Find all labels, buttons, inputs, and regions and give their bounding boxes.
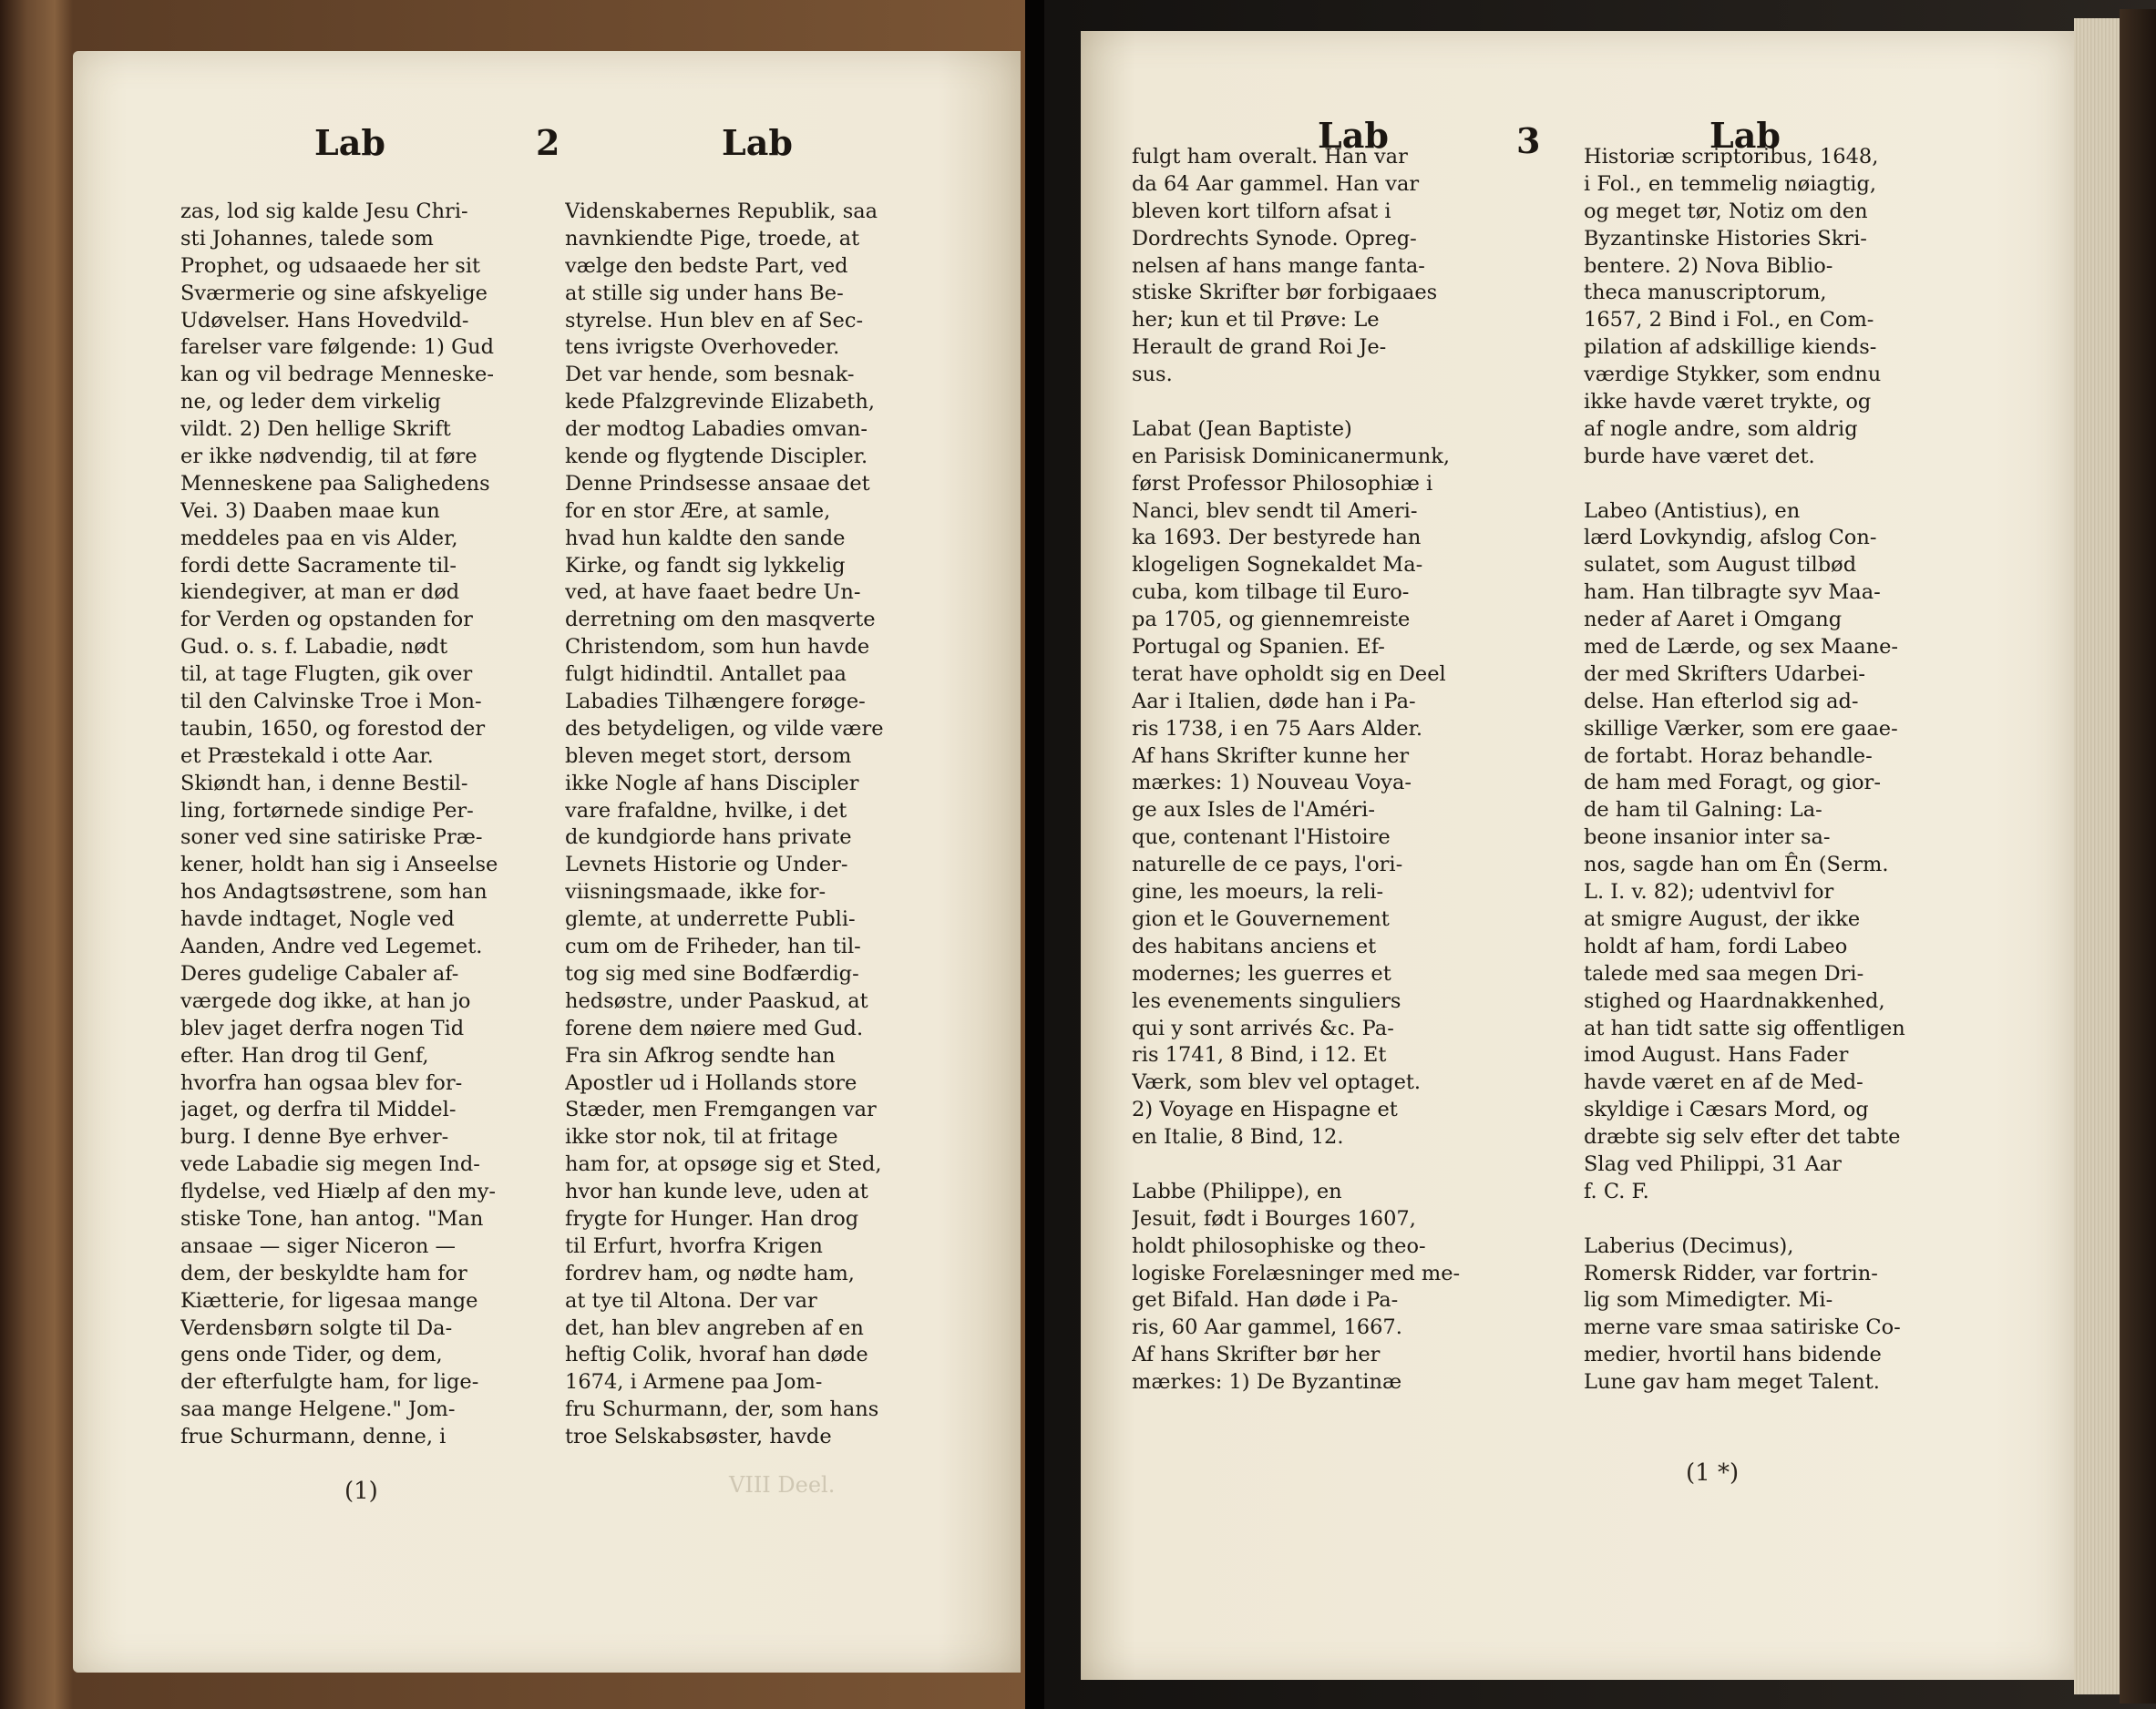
- text-line: taubin, 1650, og forestod der: [180, 716, 486, 741]
- left-page-column-1: [180, 199, 581, 1451]
- text-line: terat have opholdt sig en Deel: [1132, 661, 1446, 686]
- text-line: jaget, og derfra til Middel-: [180, 1098, 457, 1122]
- text-line: farelser vare følgende: 1) Gud: [180, 335, 494, 360]
- right-page-number: 3: [1516, 120, 1541, 161]
- text-line: Nanci, blev sendt til Ameri-: [1132, 498, 1418, 523]
- text-line: Christendom, som hun havde: [565, 635, 870, 660]
- text-line: kende og flygtende Discipler.: [565, 445, 868, 469]
- text-line: der efterfulgte ham, for lige-: [180, 1370, 479, 1395]
- text-line: mærkes: 1) De Byzantinæ: [1132, 1370, 1402, 1395]
- text-line: ka 1693. Der bestyrede han: [1132, 526, 1422, 550]
- text-line: de kundgiorde hans private: [565, 825, 852, 850]
- text-line: soner ved sine satiriske Præ-: [180, 825, 483, 850]
- text-line: Deres gudelige Cabaler af-: [180, 961, 459, 986]
- text-line: Stæder, men Fremgangen var: [565, 1098, 877, 1122]
- text-line: les evenements singuliers: [1132, 988, 1401, 1013]
- text-line: heftig Colik, hvoraf han døde: [565, 1343, 868, 1367]
- text-line: mærkes: 1) Nouveau Voya-: [1132, 771, 1412, 795]
- text-line: Aanden, Andre ved Legemet.: [180, 935, 483, 959]
- text-line: hvad hun kaldte den sande: [565, 526, 846, 550]
- text-line: for Verden og opstanden for: [180, 608, 473, 632]
- text-line: at han tidt satte sig offentligen: [1584, 1016, 1905, 1040]
- right-header-keyword-left: Lab: [1318, 115, 1389, 156]
- text-line: lig som Mimedigter. Mi-: [1584, 1288, 1833, 1313]
- text-line: Skiøndt han, i denne Bestil-: [180, 771, 468, 795]
- text-line: hos Andagtsøstrene, som han: [180, 880, 488, 905]
- text-line: bentere. 2) Nova Biblio-: [1584, 253, 1833, 278]
- text-line: Labadies Tilhængere forøge-: [565, 690, 866, 714]
- right-page-column-1: [1132, 144, 1587, 1397]
- text-line: der med Skrifters Udarbei-: [1584, 661, 1866, 686]
- text-line: Jesuit, født i Bourges 1607,: [1132, 1206, 1416, 1231]
- text-line: burde have været det.: [1584, 444, 1815, 468]
- text-line: nos, sagde han om Ên (Serm.: [1584, 853, 1889, 877]
- text-line: havde været en af de Med-: [1584, 1070, 1863, 1095]
- left-header-keyword-right: Lab: [722, 122, 793, 163]
- left-book-page: [73, 51, 1021, 1673]
- text-line: værgede dog ikke, at han jo: [180, 988, 471, 1013]
- text-line: get Bifald. Han døde i Pa-: [1132, 1288, 1399, 1313]
- text-line: Sværmerie og sine afskyelige: [180, 281, 488, 305]
- text-line: zas, lod sig kalde Jesu Chri-: [180, 200, 468, 223]
- text-line: styrelse. Hun blev en af Sec-: [565, 308, 864, 333]
- left-page-signature: (1): [344, 1478, 378, 1505]
- text-line: des habitans anciens et: [1132, 934, 1377, 958]
- text-line: stighed og Haardnakkenhed,: [1584, 988, 1885, 1013]
- text-line: Kirke, og fandt sig lykkelig: [565, 553, 846, 578]
- text-line: meddeles paa en vis Alder,: [180, 526, 458, 550]
- text-line: flydelse, ved Hiælp af den my-: [180, 1180, 497, 1204]
- text-line: det, han blev angreben af en: [565, 1315, 864, 1340]
- text-line: vildt. 2) Den hellige Skrift: [180, 417, 451, 442]
- text-line: cum om de Friheder, han til-: [565, 935, 861, 959]
- text-line: bleven kort tilforn afsat i: [1132, 199, 1391, 223]
- text-line: ikke stor nok, til at fritage: [565, 1125, 838, 1150]
- text-line: Apostler ud i Hollands store: [565, 1070, 857, 1095]
- text-line: Værk, som blev vel optaget.: [1132, 1070, 1422, 1095]
- text-line: at stille sig under hans Be-: [565, 281, 844, 305]
- text-line: burg. I denne Bye erhver-: [180, 1125, 449, 1150]
- text-line: blev jaget derfra nogen Tid: [180, 1016, 465, 1040]
- text-line: bleven meget stort, dersom: [565, 743, 852, 768]
- text-line: Denne Prindsesse ansaae det: [565, 471, 870, 496]
- text-line: Prophet, og udsaaede her sit: [180, 253, 481, 278]
- text-line: til, at tage Flugten, gik over: [180, 662, 473, 687]
- text-line: forene dem nøiere med Gud.: [565, 1016, 864, 1040]
- text-line: Slag ved Philippi, 31 Aar: [1584, 1151, 1842, 1176]
- text-line: kan og vil bedrage Menneske-: [180, 363, 494, 387]
- text-line: fordrev ham, og nødte ham,: [565, 1261, 855, 1285]
- text-line: Historiæ scriptoribus, 1648,: [1584, 145, 1879, 169]
- text-line: at smigre August, der ikke: [1584, 906, 1861, 931]
- text-line: Verdensbørn solgte til Da-: [180, 1315, 453, 1340]
- text-line: Laberius (Decimus),: [1584, 1233, 1794, 1258]
- text-line: 1674, i Armene paa Jom-: [565, 1370, 823, 1395]
- text-line: er ikke nødvendig, til at føre: [180, 445, 477, 469]
- text-line: fulgt hidindtil. Antallet paa: [565, 662, 847, 687]
- text-line: fru Schurmann, der, som hans: [565, 1397, 879, 1422]
- text-line: talede med saa megen Dri-: [1584, 961, 1864, 986]
- text-line: dem, der beskyldte ham for: [180, 1261, 467, 1285]
- text-line: ris 1741, 8 Bind, i 12. Et: [1132, 1043, 1387, 1068]
- text-line: ris 1738, i en 75 Aars Alder.: [1132, 716, 1423, 741]
- text-line: viisningsmaade, ikke for-: [565, 880, 826, 905]
- text-line: fulgt ham overalt. Han var: [1132, 145, 1408, 169]
- text-line: medier, hvortil hans bidende: [1584, 1343, 1882, 1367]
- text-line: cuba, kom tilbage til Euro-: [1132, 580, 1410, 605]
- text-line: ris, 60 Aar gammel, 1667.: [1132, 1315, 1402, 1340]
- text-line: at tye til Altona. Der var: [565, 1288, 817, 1313]
- text-line: ikke havde været trykte, og: [1584, 390, 1872, 414]
- text-line: med de Lærde, og sex Maane-: [1584, 635, 1899, 660]
- right-page-signature: (1 *): [1686, 1459, 1740, 1487]
- text-line: Udøvelser. Hans Hovedvild-: [180, 308, 469, 333]
- text-line: glemte, at underrette Publi-: [565, 907, 856, 932]
- text-line: først Professor Philosophiæ i: [1132, 471, 1433, 496]
- text-line: pa 1705, og giennemreiste: [1132, 608, 1411, 632]
- text-line: gine, les moeurs, la reli-: [1132, 880, 1384, 905]
- book-cover-edge: [2120, 9, 2156, 1704]
- text-line: Portugal og Spanien. Ef-: [1132, 635, 1385, 660]
- text-line: ved, at have faaet bedre Un-: [565, 580, 861, 605]
- text-line: Aar i Italien, døde han i Pa-: [1132, 689, 1416, 713]
- text-line: theca manuscriptorum,: [1584, 281, 1827, 305]
- paragraph-gap: [1132, 389, 1587, 416]
- text-line: og meget tør, Notiz om den: [1584, 199, 1868, 223]
- right-photo-panel: [1044, 0, 2156, 1709]
- left-page-number: 2: [536, 122, 560, 163]
- text-line: Videnskabernes Republik, saa: [565, 200, 878, 223]
- text-line: kiendegiver, at man er død: [180, 580, 460, 605]
- right-book-page: [1081, 31, 2074, 1680]
- left-header-keyword-left: Lab: [314, 122, 385, 163]
- text-line: 2) Voyage en Hispagne et: [1132, 1098, 1398, 1122]
- paragraph-gap: [1584, 471, 2039, 498]
- text-line: ge aux Isles de l'Améri-: [1132, 798, 1375, 823]
- text-line: vede Labadie sig megen Ind-: [180, 1152, 480, 1177]
- text-line: ansaae — siger Niceron —: [180, 1233, 457, 1258]
- text-line: nelsen af hans mange fanta-: [1132, 253, 1425, 278]
- text-line: L. I. v. 82); udentvivl for: [1584, 880, 1834, 905]
- text-line: ikke Nogle af hans Discipler: [565, 771, 859, 795]
- text-line: kede Pfalzgrevinde Elizabeth,: [565, 390, 875, 414]
- text-line: modernes; les guerres et: [1132, 961, 1391, 986]
- text-line: ham for, at opsøge sig et Sted,: [565, 1152, 882, 1177]
- text-line: Det var hende, som besnak-: [565, 363, 855, 387]
- text-line: Gud. o. s. f. Labadie, nødt: [180, 635, 448, 660]
- text-line: de ham med Foragt, og gior-: [1584, 771, 1881, 795]
- text-line: navnkiendte Pige, troede, at: [565, 226, 860, 251]
- text-line: ling, fortørnede sindige Per-: [180, 798, 474, 823]
- text-line: Fra sin Afkrog sendte han: [565, 1043, 836, 1068]
- text-line: dræbte sig selv efter det tabte: [1584, 1125, 1901, 1150]
- left-page-column-2: [565, 199, 993, 1451]
- text-line: frue Schurmann, denne, i: [180, 1425, 447, 1449]
- text-line: tog sig med sine Bodfærdig-: [565, 961, 859, 986]
- left-page-header: [73, 122, 1021, 186]
- text-line: en Parisisk Dominicanermunk,: [1132, 444, 1451, 468]
- text-line: der modtog Labadies omvan-: [565, 417, 868, 442]
- text-line: klogeligen Sognekaldet Ma-: [1132, 553, 1423, 578]
- text-line: naturelle de ce pays, l'ori-: [1132, 853, 1403, 877]
- text-line: Menneskene paa Salighedens: [180, 471, 490, 496]
- text-line: de fortabt. Horaz behandle-: [1584, 743, 1873, 768]
- text-line: merne vare smaa satiriske Co-: [1584, 1315, 1901, 1340]
- text-line: til den Calvinske Troe i Mon-: [180, 690, 482, 714]
- text-line: que, contenant l'Histoire: [1132, 825, 1391, 850]
- text-line: imod August. Hans Fader: [1584, 1043, 1849, 1068]
- paragraph-gap: [1132, 1151, 1587, 1179]
- text-line: ham. Han tilbragte syv Maa-: [1584, 580, 1881, 605]
- text-line: da 64 Aar gammel. Han var: [1132, 171, 1420, 196]
- text-line: hvor han kunde leve, uden at: [565, 1180, 868, 1204]
- text-line: havde indtaget, Nogle ved: [180, 907, 455, 932]
- text-line: en Italie, 8 Bind, 12.: [1132, 1125, 1344, 1150]
- text-line: Af hans Skrifter kunne her: [1132, 743, 1410, 768]
- text-line: et Præstekald i otte Aar.: [180, 743, 434, 768]
- text-line: hedsøstre, under Paaskud, at: [565, 988, 868, 1013]
- text-line: Labbe (Philippe), en: [1132, 1179, 1342, 1203]
- text-line: her; kun et til Prøve: Le: [1132, 308, 1380, 333]
- text-line: Dordrechts Synode. Opreg-: [1132, 226, 1417, 251]
- right-page-column-2: [1584, 144, 2039, 1397]
- text-line: frygte for Hunger. Han drog: [565, 1206, 859, 1231]
- text-line: sus.: [1132, 363, 1173, 387]
- text-line: til Erfurt, hvorfra Krigen: [565, 1233, 823, 1258]
- text-line: derretning om den masqverte: [565, 608, 876, 632]
- text-line: stiske Tone, han antog. "Man: [180, 1206, 484, 1231]
- paragraph-gap: [1584, 1206, 2039, 1233]
- text-line: qui y sont arrivés &c. Pa-: [1132, 1016, 1394, 1040]
- left-page-bleed-through: VIII Deel.: [729, 1472, 836, 1498]
- text-line: Herault de grand Roi Je-: [1132, 335, 1387, 360]
- text-line: sulatet, som August tilbød: [1584, 553, 1857, 578]
- text-line: logiske Forelæsninger med me-: [1132, 1261, 1461, 1285]
- text-line: skyldige i Cæsars Mord, og: [1584, 1098, 1869, 1122]
- text-line: Labat (Jean Baptiste): [1132, 416, 1352, 441]
- text-line: Byzantinske Histories Skri-: [1584, 226, 1867, 251]
- text-line: Af hans Skrifter bør her: [1132, 1343, 1381, 1367]
- text-line: ne, og leder dem virkelig: [180, 390, 441, 414]
- text-line: af nogle andre, som aldrig: [1584, 416, 1858, 441]
- text-line: kener, holdt han sig i Anseelse: [180, 853, 498, 877]
- text-line: holdt af ham, fordi Labeo: [1584, 934, 1848, 958]
- text-line: des betydeligen, og vilde være: [565, 716, 884, 741]
- text-line: gens onde Tider, og dem,: [180, 1343, 443, 1367]
- text-line: Levnets Historie og Under-: [565, 853, 848, 877]
- text-line: efter. Han drog til Genf,: [180, 1043, 429, 1068]
- text-line: gion et le Gouvernement: [1132, 906, 1390, 931]
- text-line: beone insanior inter sa-: [1584, 825, 1831, 850]
- text-line: for en stor Ære, at samle,: [565, 498, 831, 523]
- text-line: stiske Skrifter bør forbigaaes: [1132, 281, 1438, 305]
- text-line: Vei. 3) Daaben maae kun: [180, 498, 440, 523]
- text-line: saa mange Helgene." Jom-: [180, 1397, 456, 1422]
- text-line: de ham til Galning: La-: [1584, 798, 1822, 823]
- text-line: neder af Aaret i Omgang: [1584, 608, 1843, 632]
- text-line: troe Selskabsøster, havde: [565, 1425, 832, 1449]
- text-line: skillige Værker, som ere gaae-: [1584, 716, 1898, 741]
- text-line: Romersk Ridder, var fortrin-: [1584, 1261, 1878, 1285]
- text-line: 1657, 2 Bind i Fol., en Com-: [1584, 308, 1874, 333]
- left-photo-panel: [0, 0, 1025, 1709]
- text-line: f. C. F.: [1584, 1179, 1649, 1203]
- text-line: delse. Han efterlod sig ad-: [1584, 689, 1859, 713]
- text-line: i Fol., en temmelig nøiagtig,: [1584, 171, 1877, 196]
- text-line: hvorfra han ogsaa blev for-: [180, 1070, 463, 1095]
- text-line: lærd Lovkyndig, afslog Con-: [1584, 526, 1877, 550]
- text-line: fordi dette Sacramente til-: [180, 553, 457, 578]
- right-header-keyword-right: Lab: [1709, 115, 1781, 156]
- text-line: værdige Stykker, som endnu: [1584, 363, 1882, 387]
- text-line: sti Johannes, talede som: [180, 226, 434, 251]
- text-line: Labeo (Antistius), en: [1584, 498, 1801, 523]
- text-line: tens ivrigste Overhoveder.: [565, 335, 840, 360]
- text-line: holdt philosophiske og theo-: [1132, 1233, 1426, 1258]
- text-line: Lune gav ham meget Talent.: [1584, 1370, 1880, 1395]
- text-line: vare frafaldne, hvilke, i det: [565, 798, 847, 823]
- text-line: vælge den bedste Part, ved: [565, 253, 848, 278]
- text-line: pilation af adskillige kiends-: [1584, 335, 1877, 360]
- text-line: Kiætterie, for ligesaa mange: [180, 1288, 478, 1313]
